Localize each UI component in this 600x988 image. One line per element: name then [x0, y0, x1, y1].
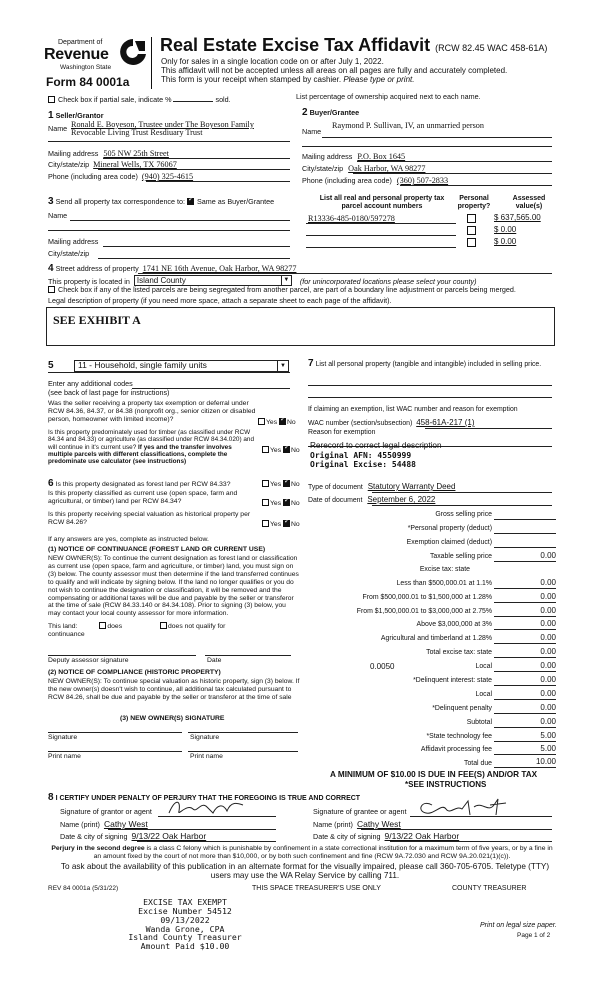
county-treasurer-label: COUNTY TREASURER [452, 885, 527, 892]
buyer-heading-label: Buyer/Grantee [309, 108, 360, 117]
tax-value[interactable]: 0.00 [540, 703, 556, 712]
legal-desc-box[interactable] [46, 307, 555, 346]
deputy-date-label: Date [207, 657, 222, 664]
seller-name-line [48, 141, 290, 142]
docdate-value[interactable]: September 6, 2022 [367, 495, 436, 504]
tax-value-line [494, 699, 556, 700]
land-does-not-label: does not qualify for [168, 623, 226, 630]
sec4-street-value[interactable]: 1741 NE 16th Avenue, Oak Harbor, WA 98277 [142, 264, 297, 273]
this-land-label: This land: [48, 623, 78, 630]
grantee-name-value[interactable]: Cathy West [356, 819, 401, 829]
grantor-date-line [137, 841, 276, 842]
tax-value[interactable]: 0.00 [540, 661, 556, 670]
sec4-number: 4 [48, 263, 54, 274]
wac-value[interactable]: 458-61A-217 (1) [416, 418, 475, 427]
sec3-name-field-2[interactable] [48, 230, 290, 231]
buyer-phone-row [302, 176, 448, 185]
seller-phone-value[interactable]: (940) 325-4615 [141, 172, 194, 181]
header-sub3b: Please type or print. [343, 75, 415, 84]
sec6-q3-yes-checkbox[interactable] [262, 520, 269, 527]
parcel-row [306, 226, 556, 236]
same-as-buyer-checkbox[interactable] [187, 198, 194, 205]
tax-value[interactable]: 5.00 [540, 744, 556, 753]
sec6-q3-yesno [262, 520, 300, 529]
sec3-mail-field[interactable] [103, 246, 290, 247]
seller-city-line [98, 169, 290, 170]
chevron-down-icon: ▼ [277, 361, 288, 371]
notice1-title: (1) NOTICE OF CONTINUANCE (FOREST LAND OR CURRENT USE) [48, 546, 266, 553]
grantee-name-line [361, 829, 552, 830]
tax-value-line [494, 616, 556, 617]
grantor-date-label: Date & city of signing [60, 832, 128, 841]
seller-phone-label: Phone (including area code) [48, 172, 138, 181]
sec6-q3: Is this property receiving special valuation as historical property per RCW 84.26? [48, 511, 251, 526]
washington-state-text: Washington State [60, 64, 112, 71]
sec6-q1-yes-checkbox[interactable] [262, 480, 269, 487]
form-title: Real Estate Excise Tax Affidavit [160, 35, 431, 55]
buyer-mail-line [357, 161, 552, 162]
grantor-name-line [108, 829, 276, 830]
tax-row-exemption: Exemption claimed (deduct) [406, 539, 492, 546]
tax-row-tier3: From $1,500,000.01 to $3,000,000 at 2.75% [356, 608, 492, 615]
assessed-value[interactable]: $ 0.00 [494, 237, 517, 246]
tax-row-agri: Agricultural and timberland at 1.28% [380, 635, 492, 642]
form-title-row [160, 35, 547, 56]
seller-mail-row [48, 149, 169, 158]
reason-line-1[interactable]: Rerecord to correct legal description [310, 441, 442, 450]
sec6-q1: Is this property designated as forest land per RCW 84.33? [55, 481, 231, 488]
dor-seal-icon [118, 37, 148, 69]
tax-local-rate: 0.0050 [370, 662, 395, 671]
tax-value[interactable]: 0.00 [540, 551, 556, 560]
doctype-value[interactable]: Statutory Warranty Deed [367, 482, 456, 491]
sec6-q3-no-checkbox[interactable] [283, 520, 290, 527]
stamp-line: EXCISE TAX EXEMPT [143, 897, 227, 907]
reason-line-3[interactable]: Original Excise: 54488 [310, 460, 416, 469]
signature-label-1: Signature [48, 734, 78, 741]
buyer-heading [302, 107, 359, 119]
personal-property-checkbox[interactable] [467, 238, 476, 247]
sec5-number: 5 [48, 360, 54, 371]
grantee-name-label: Name (print) [313, 820, 353, 829]
this-land-row [48, 622, 225, 631]
yes-label: Yes [270, 481, 282, 488]
yes-label: Yes [270, 500, 282, 507]
exemption-label: If claiming an exemption, list WAC number and reason for exemption [308, 406, 518, 413]
tax-value-line[interactable] [494, 519, 556, 520]
tax-values [494, 511, 556, 771]
dept-of-text: Department of [58, 39, 103, 46]
sec7-number: 7 [308, 358, 314, 369]
tax-row-processing-fee: Affidavit processing fee [420, 746, 492, 753]
alt-format-notice: To ask about the availability of this publication in an alternate format for the visually impaired, please call 360-705-6705. Teletype (TTY) users may use the WA Relay Service by calling 711. [60, 862, 550, 880]
new-owner-print-2[interactable] [188, 751, 298, 752]
tax-value[interactable]: 10.00 [535, 757, 556, 766]
personal-property-field-1[interactable] [308, 385, 552, 386]
seller-mail-value[interactable]: 505 NW 25th Street [103, 149, 169, 158]
sec5-q2a: Is this property predominately used for timber (as classified under RCW 84.34 and 84.33) or agriculture (as classified under RCW 84.34.020) and will continue in it's current use? [48, 429, 255, 451]
sec6-q2-yes-checkbox[interactable] [262, 499, 269, 506]
tax-value-line [494, 713, 556, 714]
grantor-signature-label: Signature of grantor or agent [60, 807, 152, 816]
partial-sale-label: Check box if partial sale, indicate % [58, 95, 172, 104]
tax-value-line [494, 754, 556, 755]
continuance-label: continuance [48, 631, 85, 638]
assessed-value[interactable]: $ 637,565.00 [494, 213, 541, 222]
grantor-name-label: Name (print) [60, 820, 100, 829]
grantee-signature-icon [412, 795, 512, 819]
tax-row-gross: Gross selling price [435, 511, 492, 518]
land-does-not-checkbox[interactable] [160, 622, 167, 629]
tax-value-line [494, 767, 556, 768]
tax-row-personal: *Personal property (deduct) [407, 525, 492, 532]
wac-label: WAC number (section/subsection) [308, 420, 413, 427]
notice2-title: (2) NOTICE OF COMPLIANCE (HISTORIC PROPERTY) [48, 669, 221, 676]
chevron-down-icon: ▼ [281, 276, 291, 285]
doctype-line [372, 492, 552, 493]
new-owner-print-1[interactable] [48, 751, 182, 752]
tax-value[interactable]: 0.00 [540, 578, 556, 587]
tax-value-line[interactable] [494, 533, 556, 534]
seller-heading-label: Seller/Grantor [55, 111, 104, 120]
tax-row-total-due: Total due [464, 760, 492, 767]
stamp-line: 09/13/2022 [160, 914, 210, 925]
doctype-label: Type of document [308, 484, 363, 491]
tax-row-tech-fee: *State technology fee [426, 733, 492, 740]
sec4-location-note: (for unincorporated locations please select your county) [299, 277, 477, 286]
sec3-label: Send all property tax correspondence to: [55, 197, 186, 206]
tax-row-tier4: Above $3,000,000 at 3% [416, 621, 492, 628]
sec3-city-label: City/state/zip [48, 249, 90, 258]
partial-sale-pct-field[interactable] [173, 101, 213, 102]
seller-mail-line [103, 158, 290, 159]
tax-value-line [494, 657, 556, 658]
sec5-q1-no-checkbox[interactable] [279, 418, 286, 425]
seller-mail-label: Mailing address [48, 149, 99, 158]
buyer-city-label: City/state/zip [302, 164, 344, 173]
docdate-label: Date of document [308, 497, 363, 504]
treasurer-space-label: THIS SPACE TREASURER'S USE ONLY [252, 885, 381, 892]
tax-row-delinq-interest: *Delinquent interest: state [413, 677, 492, 684]
sec4-street-label: Street address of property [55, 264, 139, 273]
see-instructions: *SEE INSTRUCTIONS [405, 780, 487, 789]
grantee-signature-label: Signature of grantee or agent [313, 807, 407, 816]
sec5-q1-yesno [258, 418, 296, 427]
print-name-label-2: Print name [190, 753, 223, 760]
sec6-q2: Is this property classified as current use (open space, farm and agricultural, or timber) land per RCW 84.34? [48, 490, 238, 505]
header-sub1: Only for sales in a single location code on or after July 1, 2022. [161, 57, 384, 66]
tax-value[interactable]: 0.00 [540, 675, 556, 684]
partial-sale-checkbox[interactable] [48, 96, 55, 103]
buyer-name-line-2 [302, 146, 552, 147]
seller-name-label: Name [48, 124, 68, 133]
tax-value[interactable]: 0.00 [540, 647, 556, 656]
header-sub2: This affidavit will not be accepted unless all areas on all pages are fully and accurately completed. [161, 66, 508, 75]
parcel-line[interactable] [306, 247, 456, 248]
deputy-signature-field[interactable] [48, 655, 196, 656]
tax-value-line [494, 671, 556, 672]
sec3-name-label: Name [48, 211, 68, 220]
buyer-mail-value[interactable]: P.O. Box 1645 [357, 152, 406, 161]
sec5-q2 [48, 429, 258, 466]
sec4-segregate-row [48, 286, 516, 294]
new-owner-signature-1[interactable] [48, 732, 182, 733]
partial-sale-sold: sold. [215, 95, 231, 104]
tax-row-tier1: Less than $500,000.01 at 1.1% [396, 580, 492, 587]
seller-phone-row [48, 172, 193, 181]
stamp-line: Excise Number 54512 [138, 905, 232, 916]
seller-city-value[interactable]: Mineral Wells, TX 76067 [93, 160, 177, 169]
header-sub3: This form is your receipt when stamped by cashier. [161, 75, 342, 84]
tax-value[interactable]: 0.00 [540, 717, 556, 726]
tax-value[interactable]: 0.00 [540, 633, 556, 642]
sec5-q2-yes-checkbox[interactable] [262, 446, 269, 453]
sec7-label: List all personal property (tangible and intangible) included in selling price. [315, 361, 542, 368]
perjury-notice-body: is a class C felony which is punishable by confinement in a state correctional institution for a maximum term of five years, or by a fine in an amount fixed by the court of not more than $10,000, or by both such confinement and fine (RCW 9A.72.030 and RCW 9A.20.021(1)(c)). [93, 845, 553, 860]
legal-desc-label: Legal description of property (if you need more space, attach a separate sheet to each page of the affidavit). [48, 296, 392, 305]
sec5-underline [48, 372, 290, 373]
tax-value-line[interactable] [494, 547, 556, 548]
notice2-body: NEW OWNER(S): To continue special valuation as historic property, sign (3) below. If the new owner(s) doesn't wish to continue, all additional tax calculated pursuant to RCW 84.26, shall be due and payable by the seller or transferor at the time of sale [48, 678, 300, 701]
header-divider [151, 37, 152, 89]
parcel-col-header: List all real and personal property tax parcel account numbers [319, 195, 445, 211]
rev-label: REV 84 0001a (5/31/22) [48, 885, 119, 892]
no-label: No [290, 500, 300, 507]
sec6-q2-no-checkbox[interactable] [283, 499, 290, 506]
personal-property-checkbox[interactable] [467, 214, 476, 223]
notice3-title: (3) NEW OWNER(S) SIGNATURE [120, 715, 225, 722]
codes-label: Enter any additional codes [48, 379, 133, 388]
minimum-due-note: A MINIMUM OF $10.00 IS DUE IN FEE(S) AND/OR TAX [330, 770, 538, 779]
personal-property-checkbox[interactable] [467, 226, 476, 235]
buyer-city-row [302, 164, 425, 173]
seller-phone-line [146, 181, 290, 182]
county-select-value: Island County [136, 276, 186, 285]
yes-label: Yes [270, 447, 282, 454]
seller-name-1[interactable]: Ronald E. Boyeson, Trustee under The Boyeson Family [71, 120, 254, 129]
sec5-q1-yes-checkbox[interactable] [258, 418, 265, 425]
tax-value-line [494, 727, 556, 728]
tax-value[interactable]: 0.00 [540, 689, 556, 698]
parcel-line [306, 223, 456, 224]
ownership-pct-note: List percentage of ownership acquired next to each name. [296, 92, 481, 101]
sec6-q1-yesno [262, 480, 300, 489]
signature-label-2: Signature [190, 734, 220, 741]
tax-value[interactable]: 5.00 [540, 731, 556, 740]
tax-row-total-state: Total excise tax: state [426, 649, 492, 656]
page-number: Page 1 of 2 [517, 932, 551, 939]
grantee-date-value[interactable]: 9/13/22 Oak Harbor [384, 831, 460, 841]
sec3-mail-label: Mailing address [48, 237, 99, 246]
buyer-city-line [353, 173, 552, 174]
land-use-select[interactable] [74, 360, 289, 372]
seller-section-number: 1 [48, 110, 54, 121]
sec7-heading [308, 358, 556, 370]
tax-value-line [494, 602, 556, 603]
buyer-mail-label: Mailing address [302, 152, 353, 161]
sec4-location-label: This property is located in [48, 277, 130, 286]
sec5-q1: Was the seller receiving a property tax exemption or deferral under RCW 84.36, 84.37, or 84.38 (nonprofit org., senior citizen or disabled person, homeowner with limited income)? [48, 400, 256, 423]
buyer-phone-line [400, 185, 552, 186]
codes-note: (see back of last page for instructions) [48, 388, 170, 397]
tax-row-local-2: Local [475, 691, 492, 698]
print-name-label-1: Print name [48, 753, 81, 760]
tax-value-line [494, 629, 556, 630]
no-label: No [290, 481, 300, 488]
sec6-instructions: If any answers are yes, complete as instructed below. [48, 536, 209, 543]
reason-line-2[interactable]: Original AFN: 4550999 [310, 451, 412, 460]
seller-name-2[interactable]: Revocable Living Trust Resdiuary Trust [71, 128, 203, 137]
revenue-wordmark: Revenue [44, 46, 109, 63]
grantee-date-label: Date & city of signing [313, 832, 381, 841]
yes-label: Yes [266, 419, 278, 426]
buyer-phone-label: Phone (including area code) [302, 176, 392, 185]
tax-value[interactable]: 0.00 [540, 592, 556, 601]
tax-row-local: Local [475, 663, 492, 670]
buyer-name-line [322, 137, 552, 138]
sec5-q2-yesno [262, 446, 300, 455]
perjury-notice [48, 845, 556, 861]
sec4-street-line [138, 273, 552, 274]
deputy-date-field[interactable] [205, 655, 291, 656]
tax-row-tier2: From $500,000.01 to $1,500,000 at 1.28% [362, 594, 492, 601]
grantor-date-value[interactable]: 9/13/22 Oak Harbor [131, 831, 207, 841]
buyer-name-label: Name [302, 127, 322, 136]
perjury-notice-bold: Perjury in the second degree [51, 845, 145, 852]
same-as-buyer-label: Same as Buyer/Grantee [197, 197, 275, 206]
tax-row-delinq-penalty: *Delinquent penalty [432, 705, 492, 712]
legal-size-note: Print on legal size paper. [480, 922, 557, 929]
docdate-row [308, 495, 435, 505]
buyer-city-value[interactable]: Oak Harbor, WA 98277 [348, 164, 426, 173]
parcel-number[interactable]: R13336-485-0180/597278 [308, 214, 395, 223]
treasurer-stamp [120, 898, 250, 951]
sec3-name-field[interactable] [70, 220, 290, 221]
tax-value-line [494, 561, 556, 562]
tax-row-taxable: Taxable selling price [429, 553, 492, 560]
sec8-cert: I CERTIFY UNDER PENALTY OF PERJURY THAT THE FOREGOING IS TRUE AND CORRECT [55, 795, 361, 802]
personal-property-field-2[interactable] [308, 397, 552, 398]
tax-row-subtotal: Subtotal [466, 719, 492, 726]
buyer-section-number: 2 [302, 107, 308, 118]
tax-value-line [494, 588, 556, 589]
parcel-line[interactable] [306, 235, 456, 236]
personal-prop-col-header: Personal property? [457, 195, 491, 211]
sec5-q2-no-checkbox[interactable] [283, 446, 290, 453]
new-owner-signature-2[interactable] [188, 732, 298, 733]
land-does-checkbox[interactable] [99, 622, 106, 629]
seller-city-row [48, 160, 177, 169]
doctype-row [308, 482, 455, 492]
sec8-number: 8 [48, 792, 54, 803]
no-label: No [286, 419, 296, 426]
tax-value-line [494, 685, 556, 686]
wac-line [425, 428, 552, 429]
tax-value-line [494, 741, 556, 742]
seller-city-label: City/state/zip [48, 160, 90, 169]
buyer-name-1[interactable]: Raymond P. Sullivan, IV, an unmarried person [332, 121, 484, 130]
tax-value[interactable]: 0.00 [540, 619, 556, 628]
sec3-number: 3 [48, 196, 54, 207]
parcel-row [306, 238, 556, 248]
sec6-q2-yesno [262, 499, 300, 508]
stamp-line: Amount Paid $10.00 [140, 941, 230, 952]
partial-sale-row [48, 96, 231, 104]
legal-desc-value: SEE EXHIBIT A [53, 313, 141, 327]
sec6-number: 6 [48, 478, 54, 489]
buyer-mail-row [302, 152, 405, 161]
tax-row-excise-state: Excise tax: state [419, 566, 470, 573]
notice1-body: NEW OWNER(S): To continue the current designation as forest land or classification as current use (open space, farm and agriculture, or timber) land, you must sign on (3) below. The county assessor must then determine if the land transferred continues to qualify and will indicate by signing below. If the land no longer qualifies or you do not wish to continue the designation or classification, it will be removed and the compensating or additional taxes will be due and payable by the seller or transferor at the time of sale (RCW 84.33.140 or 84.34.108). Prior to signing (3) below, you may contact your local county assessor for more information. [48, 555, 299, 618]
segregate-checkbox[interactable] [48, 286, 55, 293]
docdate-line [372, 505, 552, 506]
segregate-label: Check box if any of the listed parcels are being segregated from another parcel, are part of a boundary line adjustment or parcels being merged. [58, 285, 516, 294]
grantee-date-line [390, 841, 552, 842]
grantor-name-value[interactable]: Cathy West [103, 819, 148, 829]
header-sub3-row [161, 75, 414, 84]
tax-value-line [494, 643, 556, 644]
parcel-row [306, 214, 556, 224]
sec6-q1-row [48, 478, 298, 490]
assessed-value[interactable]: $ 0.00 [494, 225, 517, 234]
reason-label: Reason for exemption [308, 429, 376, 436]
tax-value[interactable]: 0.00 [540, 606, 556, 615]
no-label: No [290, 521, 300, 528]
yes-label: Yes [270, 521, 282, 528]
statute-ref: (RCW 82.45 WAC 458-61A) [435, 43, 548, 53]
stamp-line: Island County Treasurer [128, 932, 242, 943]
sec3-heading [48, 196, 274, 208]
deputy-signature-label: Deputy assessor signature [48, 657, 129, 664]
grantor-signature-icon [165, 797, 255, 819]
sec3-city-field[interactable] [98, 258, 290, 259]
sec5-q2b: If yes and the transfer involves multiple parcels with different classifications, complete the predominate use calculator (see instructions) [48, 443, 232, 466]
wac-row [308, 418, 474, 428]
land-use-value: 11 - Household, single family units [78, 360, 207, 370]
buyer-phone-value[interactable]: (360) 507-2833 [396, 176, 449, 185]
assessed-col-header: Assessed value(s) [512, 195, 546, 211]
sec6-q1-no-checkbox[interactable] [283, 480, 290, 487]
no-label: No [290, 447, 300, 454]
land-does-label: does [107, 623, 123, 630]
form-number: Form 84 0001a [46, 75, 130, 89]
stamp-line: Wanda Grone, CPA [145, 923, 225, 934]
